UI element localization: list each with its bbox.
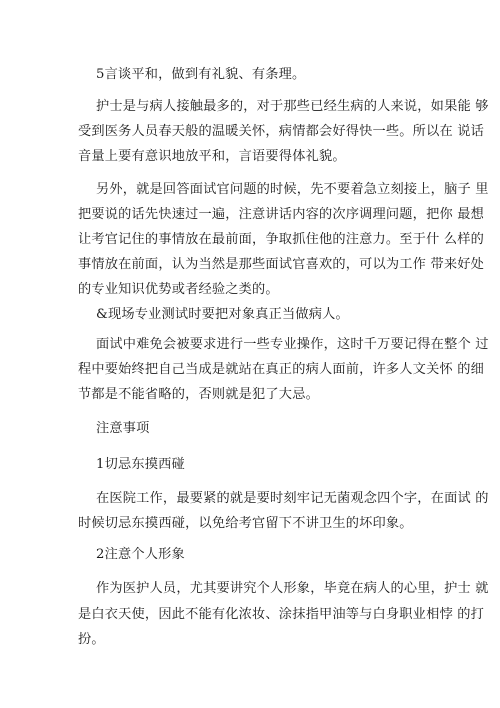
paragraph-line: 护士是与病人接触最多的，对于那些已经生病的人来说，如果能 够 (96, 99, 489, 114)
heading-polite-speech: 5言谈平和，做到有礼貌、有条理。 (96, 67, 306, 82)
paragraph-line: 作为医护人员，尤其要讲究个人形象，毕竟在病人的心里，护士 就 (96, 581, 489, 596)
paragraph-line: 扮。 (78, 632, 105, 647)
paragraph-line: 音量上要有意识地放平和，言语要得体礼貌。 (78, 149, 346, 164)
paragraph-line: 在医院工作，最要紧的就是要时刻牢记无菌观念四个字，在面试 的 (96, 491, 489, 506)
paragraph-line: 面试中难免会被要求进行一些专业操作，这时千万要记得在整个 过 (96, 337, 489, 352)
paragraph-line: 程中要始终把自己当成是就站在真正的病人面前，许多人文关怀 的细 (78, 362, 485, 377)
paragraph-line: 把要说的话先快速过一遍，注意讲话内容的次序调理问题，把你 最想 (78, 207, 485, 222)
subheading-no-touching: 1切忌东摸西碰 (96, 457, 185, 472)
paragraph-line: 时候切忌东摸西碰，以免给考官留下不讲卫生的坏印象。 (78, 516, 413, 531)
paragraph-line: 受到医务人员春天般的温暖关怀，病情都会好得快一些。所以在 说话 (78, 124, 485, 139)
paragraph-line: 是白衣天使，因此不能有化浓妆、涂抹指甲油等与白身职业相悖 的打 (78, 607, 485, 622)
subheading-personal-image: 2注意个人形象 (96, 547, 185, 562)
paragraph-line: 事情放在前面，认为当然是那些面试官喜欢的，可以为工作 带来好处 (78, 257, 485, 272)
section-title-notes: 注意事项 (96, 421, 150, 436)
paragraph-line: 的专业知识优势或者经验之类的。 (78, 282, 279, 297)
paragraph-line: 让考官记住的事情放在最前面，争取抓住他的注意力。至于什 么样的 (78, 232, 485, 247)
heading-professional-test: &现场专业测试时要把对象真正当做病人。 (96, 307, 349, 322)
paragraph-line: 另外，就是回答面试官问题的时候，先不要着急立刻接上，脑子 里 (96, 182, 489, 197)
paragraph-line: 节都是不能省略的，否则就是犯了大忌。 (78, 387, 319, 402)
